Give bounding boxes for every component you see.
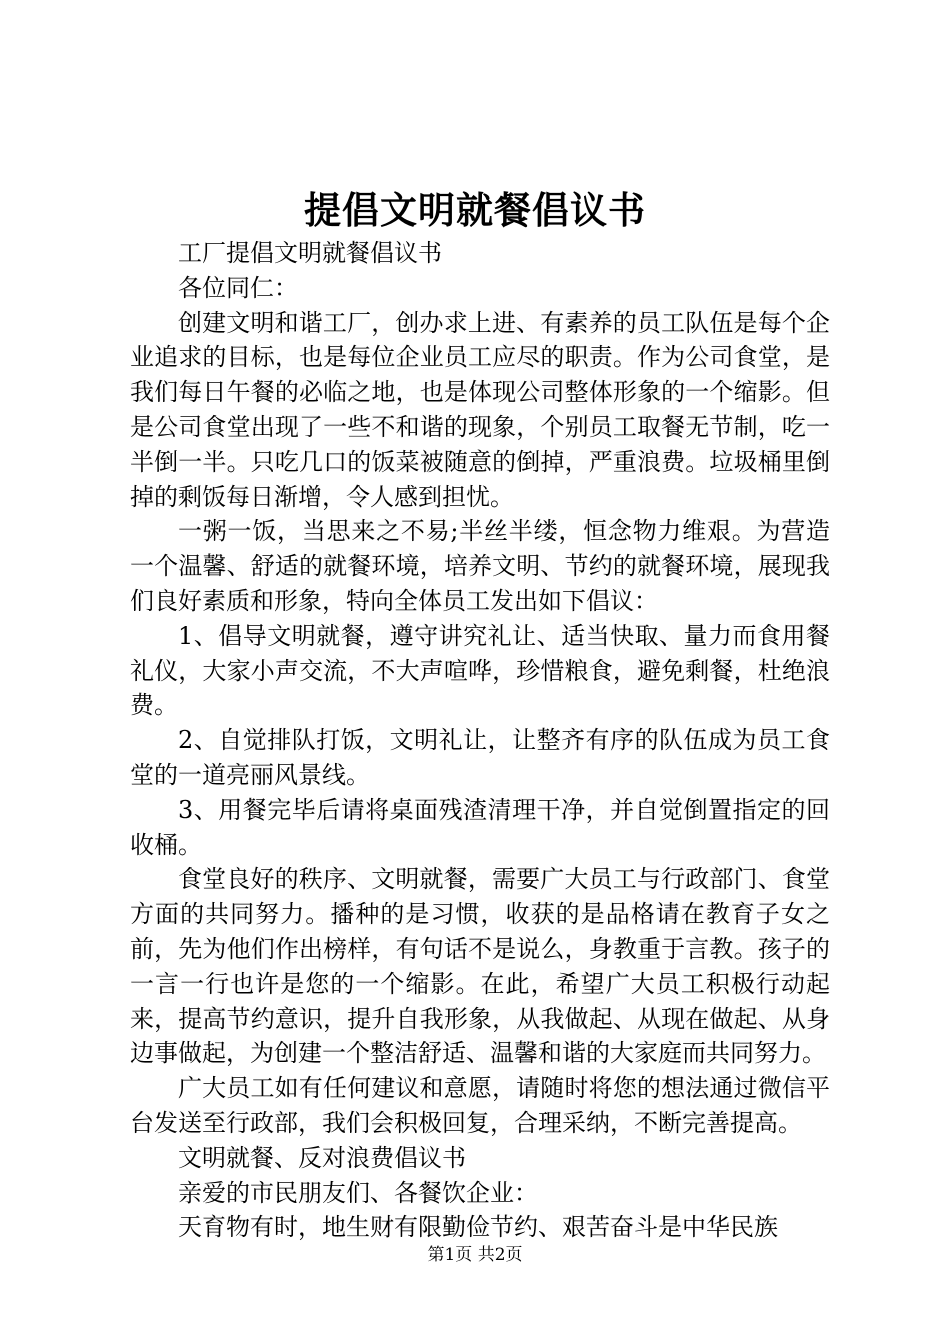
proposal-item: 3、用餐完毕后请将桌面残渣清理干净，并自觉倒置指定的回收桶。 xyxy=(130,795,830,859)
body-paragraph: 食堂良好的秩序、文明就餐，需要广大员工与行政部门、食堂方面的共同努力。播种的是习惯，收获的是品格请在教育子女之前，先为他们作出榜样，有句话不是说么，身教重于言教。孩子的一言一行也许是您的一个缩影。在此，希望广大员工积极行动起来，提高节约意识，提升自我形象，从我做起、从现在做起、从身边事做起，为创建一个整洁舒适、温馨和谐的大家庭而共同努力。 xyxy=(130,865,830,1068)
salutation-paragraph: 各位同仁： xyxy=(178,273,298,302)
document-body xyxy=(130,236,830,1245)
salutation-paragraph: 亲爱的市民朋友们、各餐饮企业： xyxy=(178,1178,538,1207)
body-paragraph: 一粥一饭，当思来之不易;半丝半缕，恒念物力维艰。为营造一个温馨、舒适的就餐环境，培养文明、节约的就餐环境，展现我们良好素质和形象，特向全体员工发出如下倡议： xyxy=(130,517,830,615)
proposal-item: 2、自觉排队打饭，文明礼让，让整齐有序的队伍成为员工食堂的一道亮丽风景线。 xyxy=(130,726,830,789)
proposal-item: 1、倡导文明就餐，遵守讲究礼让、适当快取、量力而食用餐礼仪，大家小声交流，不大声喧哗，珍惜粮食，避免剩餐，杜绝浪费。 xyxy=(130,621,830,720)
body-paragraph: 天育物有时，地生财有限勤俭节约、艰苦奋斗是中华民族 xyxy=(178,1213,778,1242)
subtitle-paragraph: 工厂提倡文明就餐倡议书 xyxy=(178,239,442,267)
document-title: 提倡文明就餐倡议书 xyxy=(304,188,646,232)
body-paragraph: 创建文明和谐工厂，创办求上进、有素养的员工队伍是每个企业追求的目标，也是每位企业员工应尽的职责。作为公司食堂，是我们每日午餐的必临之地，也是体现公司整体形象的一个缩影。但是公司食堂出现了一些不和谐的现象，个别员工取餐无节制，吃一半倒一半。只吃几口的饭菜被随意的倒掉，严重浪费。垃圾桶里倒掉的剩饭每日渐增，令人感到担忧。 xyxy=(130,308,830,511)
section-heading: 文明就餐、反对浪费倡议书 xyxy=(178,1143,466,1172)
body-paragraph: 广大员工如有任何建议和意愿，请随时将您的想法通过微信平台发送至行政部，我们会积极回复，合理采纳，不断完善提高。 xyxy=(130,1074,830,1137)
page-footer: 第1页 共2页 xyxy=(427,1245,523,1265)
